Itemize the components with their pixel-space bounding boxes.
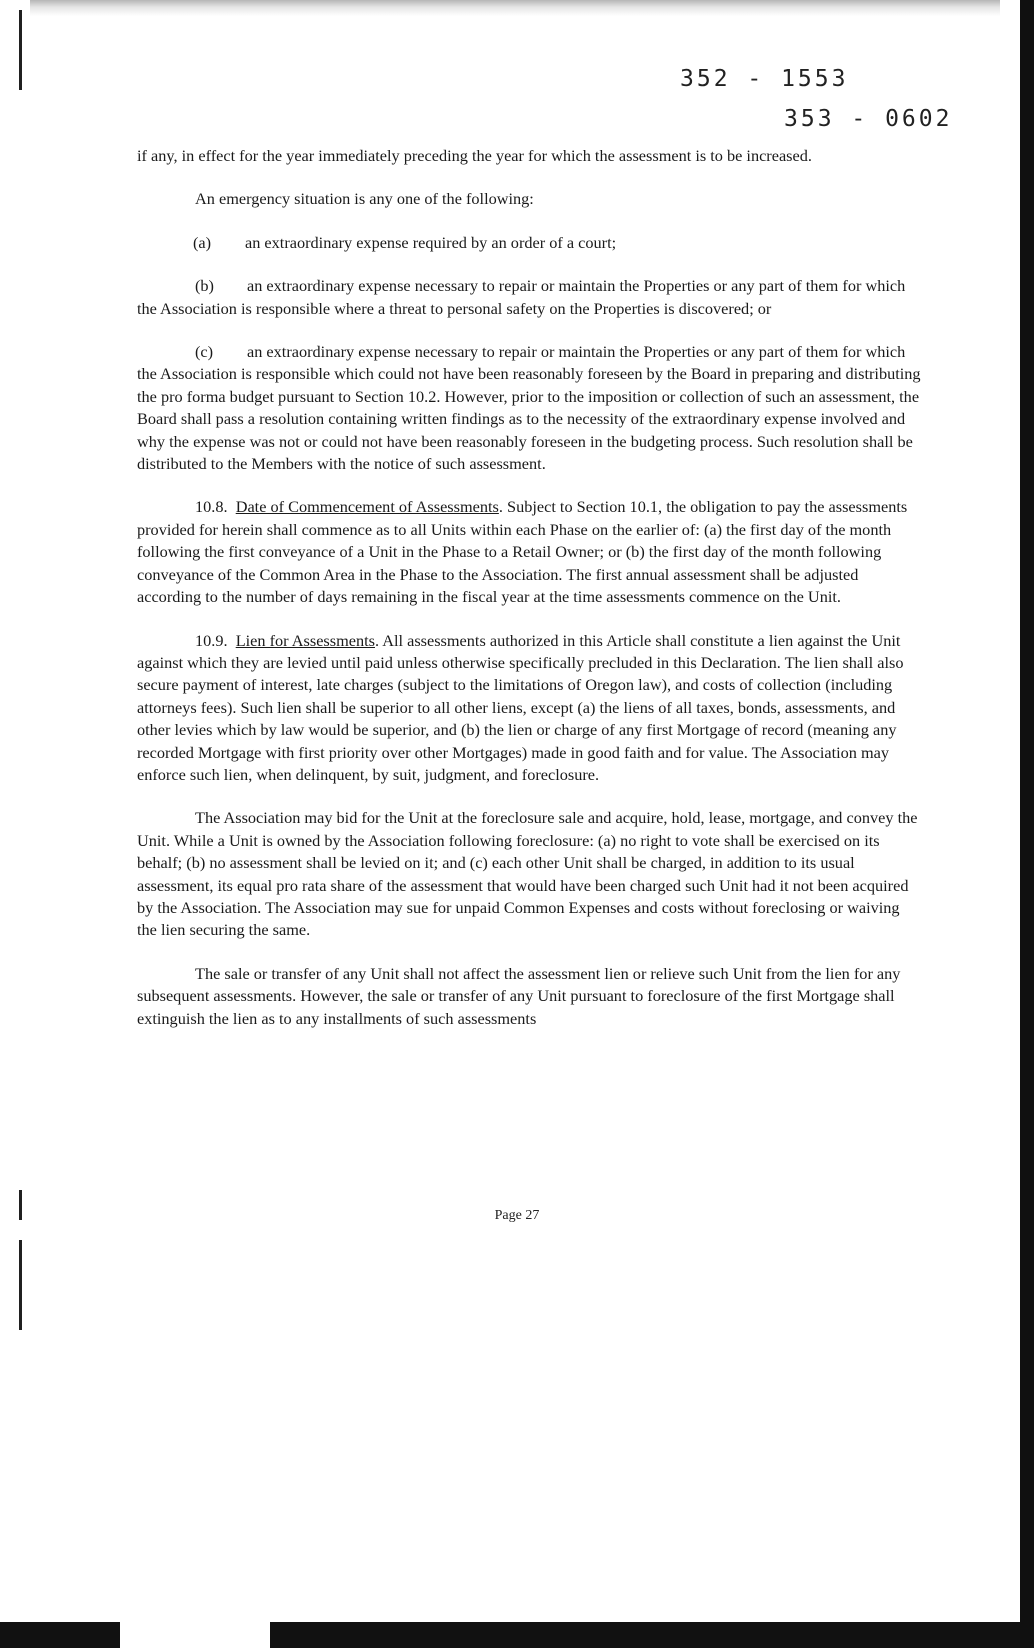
paragraph-foreclosure-bid: The Association may bid for the Unit at the foreclosure sale and acquire, hold, lease, mortgage, and convey the Unit. While a Unit is owned by the Association following foreclosure: (a) no right to vote shall be exercised on its behalf; (b) no assessment shall be levied on it; and (c) each other Unit shall be charged, in addition to its usual assessment, its equal pro rata share of the assessment that would have been charged such Unit had it not been acquired by the Association. The Association may sue for unpaid Common Expenses and costs without foreclosing or waiving the lien securing the same. xyxy=(137,808,918,940)
list-label: (b) xyxy=(195,276,214,296)
list-text: an extraordinary expense necessary to repair or maintain the Properties or any part of them for which the Association is responsible where a threat to personal safety on the Properties is discovered; or xyxy=(137,276,906,318)
scan-bottom-edge xyxy=(0,1622,120,1648)
paragraph-sale-transfer: The sale or transfer of any Unit shall not affect the assessment lien or relieve such Unit from the lien for any subsequent assessments. However, the sale or transfer of any Unit pursuant to foreclosure of the first Mortgage shall extinguish the lien as to any installments of such assessments xyxy=(137,963,901,1028)
list-text: an extraordinary expense necessary to repair or maintain the Properties or any part of them for which the Association is responsible which could not have been reasonably foreseen by the Board in preparing and distributing the pro forma budget pursuant to Section 10.2. However, prior to the imposition or collection of such an assessment, the Board shall pass a resolution containing written findings as to the necessity of the extraordinary expense involved and why the expense was not or could not have been reasonably foreseen in the budgeting process. Such resolution shall be distributed to the Members with the notice of such assessment. xyxy=(137,342,921,474)
list-item-b xyxy=(137,275,922,320)
paragraph-continued: if any, in effect for the year immediately preceding the year for which the assessment is to be increased. xyxy=(137,146,812,165)
list-item-c xyxy=(137,341,922,475)
list-label: (c) xyxy=(195,342,214,362)
scan-top-edge xyxy=(30,0,1000,22)
scan-bottom-edge xyxy=(270,1622,1020,1648)
list-label: (a) xyxy=(193,232,212,252)
scan-right-edge xyxy=(1020,0,1034,1648)
section-heading: Lien for Assessments xyxy=(235,630,375,650)
section-text: . All assessments authorized in this Article shall constitute a lien against the Unit against which they are levied until paid unless otherwise specifically precluded in this Declaration. The lien shall also secure payment of interest, late charges (subject to the limitations of Oregon law), and costs of collection (including attorneys fees). Such lien shall be superior to all other liens, except (a) the liens of all taxes, bonds, assessments, and other levies which by law would be superior, and (b) the lien or charge of any first Mortgage of record (meaning any recorded Mortgage with first priority over other Mortgages) made in good faith and for value. The Association may enforce such lien, when delinquent, by suit, judgment, and foreclosure. xyxy=(137,630,904,784)
section-10-8 xyxy=(137,496,922,608)
list-text: an extraordinary expense required by an order of a court; xyxy=(245,232,617,252)
paragraph-emergency: An emergency situation is any one of the following: xyxy=(195,189,534,209)
scan-left-mark xyxy=(19,1240,22,1330)
recording-number: 352 - 1553 xyxy=(680,66,849,92)
document-body xyxy=(137,145,922,1051)
list-item-a xyxy=(137,232,922,254)
section-number: 10.9. xyxy=(195,630,228,650)
section-number: 10.8. xyxy=(195,497,228,517)
section-10-9 xyxy=(137,630,922,787)
section-text: . Subject to Section 10.1, the obligation to pay the assessments provided for herein shall commence as to all Units within each Phase on the earlier of: (a) the first day of the month following the first conveyance of a Unit in the Phase to a Retail Owner; or (b) the first day of the month following conveyance of the Common Area in the Phase to the Association. The first annual assessment shall be adjusted according to the number of days remaining in the fiscal year at the time assessments commence on the Unit. xyxy=(137,497,908,607)
recording-number: 353 - 0602 xyxy=(784,106,953,132)
page-number: Page 27 xyxy=(494,1208,540,1223)
scan-left-mark xyxy=(19,10,22,90)
section-heading: Date of Commencement of Assessments xyxy=(235,497,499,517)
